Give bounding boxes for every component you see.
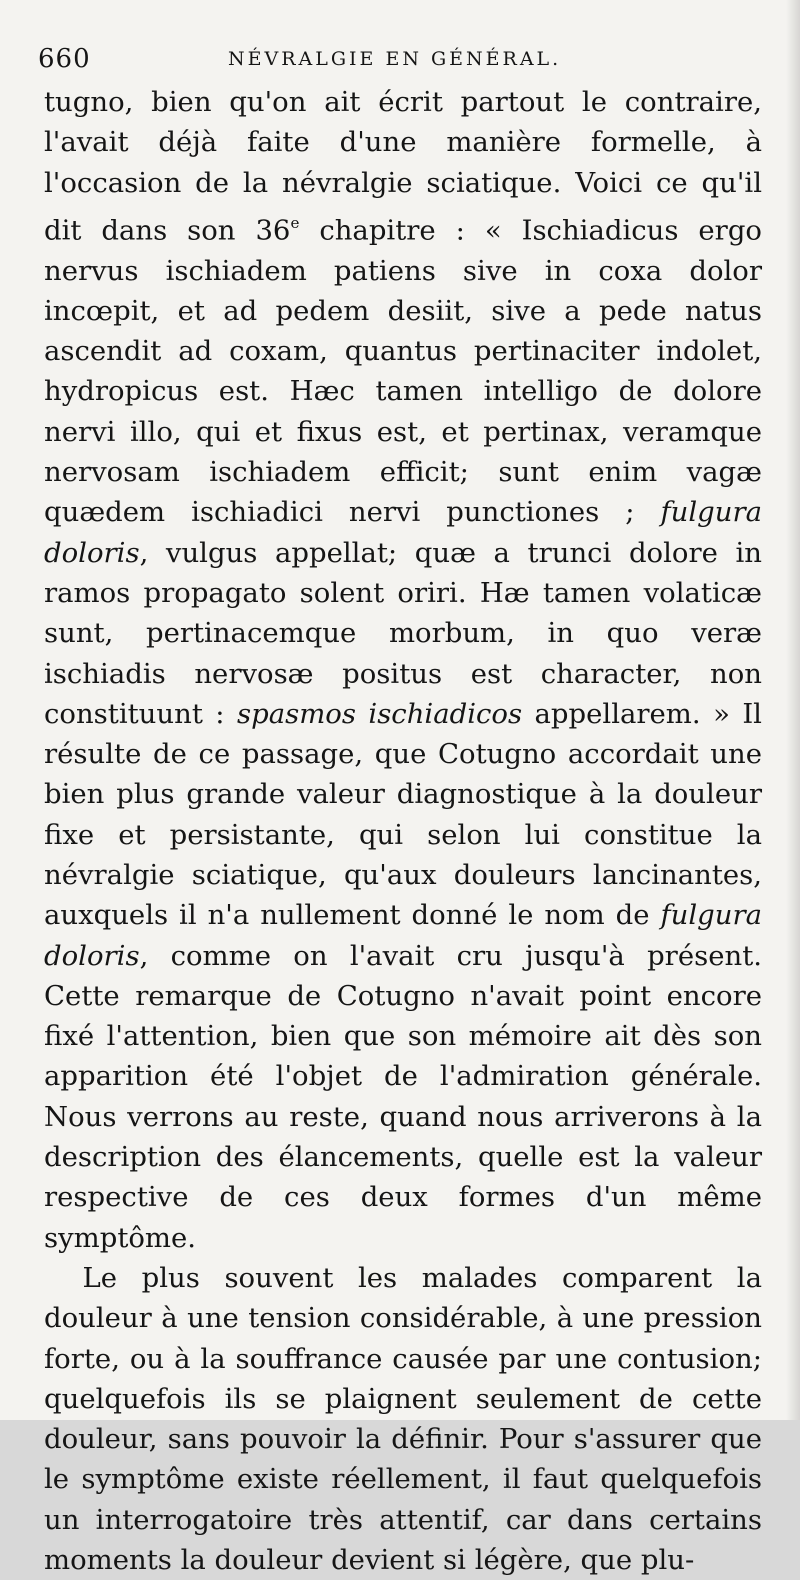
italic-spasmos-ischiadicos: spasmos ischiadicos xyxy=(237,697,523,730)
paragraph-2: Le plus souvent les malades comparent la douleur à une tension considérable, à une pression forte, ou à la souffrance causée par une contusion; quelquefois ils se plaignent seulement de cette douleur, sans pouvoir la définir. Pour s'assurer que le symptôme existe réellement, il faut quelquefois un interrogatoire très attentif, car dans certains moments la douleur devient si légère, que plu- xyxy=(44,1261,762,1577)
paragraph-1-text-d: appellarem. » Il résulte de ce passage, que Cotugno accordait une bien plus grande valeur diagnostique à la douleur fixe et persistante, qui selon lui constitue la névralgie sciatique, qu'aux douleurs lancinantes, auxquels il n'a nullement donné le nom de xyxy=(44,697,762,932)
paragraph-1 xyxy=(44,82,762,1258)
superscript-e: e xyxy=(290,213,300,232)
running-title: NÉVRALGIE EN GÉNÉRAL. xyxy=(228,48,562,70)
page-edge-shadow xyxy=(786,0,800,1420)
paragraph-1-text-a: tugno, bien qu'on ait écrit partout le contraire, l'avait déjà faite d'une manière formelle, à l'occasion de la névralgie sciatique. Voici ce qu'il dit dans son 36 xyxy=(44,86,762,247)
running-head xyxy=(38,44,758,76)
body-text xyxy=(44,82,762,1580)
paragraph-1-text-e: , comme on l'avait cru jusqu'à présent. Cette remarque de Cotugno n'avait point encore fixé l'attention, bien que son mémoire ait dès son apparition été l'objet de l'admiration générale. Nous verrons au reste, quand nous arriverons à la description des élancements, quelle est la valeur respective de ces deux formes d'un même symptôme. xyxy=(44,939,762,1254)
page-number: 660 xyxy=(38,44,91,74)
italic-fulgura-doloris: fulgura doloris xyxy=(44,496,762,569)
italic-fulgura-doloris-2: fulgura doloris xyxy=(44,899,762,972)
paragraph-1-text-c: , vulgus appellat; quæ a trunci dolore in ramos propagato solent oriri. Hæ tamen volaticæ sunt, pertinacemque morbum, in quo veræ ischiadis nervosæ positus est character, non constituunt : xyxy=(44,536,762,730)
paragraph-1-text-b: chapitre : « Ischiadicus ergo nervus ischiadem patiens sive in coxa dolor incœpit, et ad pedem desiit, sive a pede natus ascendit ad coxam, quantus pertinaciter indolet, hydropicus est. Hæc tamen intelligo de dolore nervi illo, qui et fixus est, et pertinax, veramque nervosam ischiadem efficit; sunt enim vagæ quædem ischiadici nervi punctiones ; xyxy=(44,214,762,529)
